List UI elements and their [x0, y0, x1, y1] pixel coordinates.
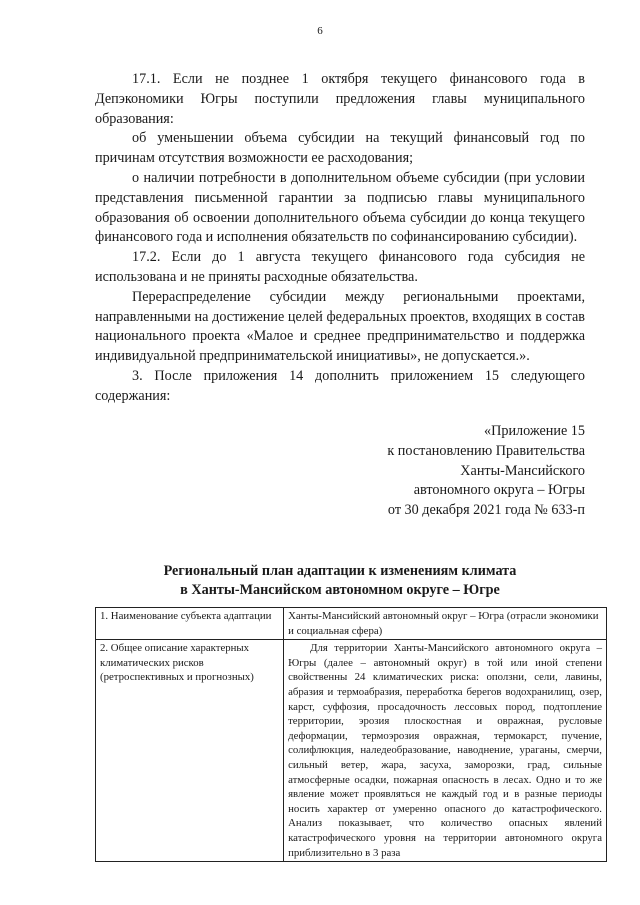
table-cell-value [284, 640, 607, 862]
appendix-line: Ханты-Мансийского [460, 462, 585, 479]
paragraph-17-2: 17.2. Если до 1 августа текущего финансового года субсидия не использована и не приняты расходные обязательства. [95, 249, 585, 285]
appendix-line: к постановлению Правительства [387, 442, 585, 459]
row-label: 1. Наименование субъекта адаптации [100, 610, 272, 622]
table-row [96, 608, 607, 640]
appendix-heading [325, 422, 585, 521]
paragraph-redistribution: Перераспределение субсидии между региональными проектами, направленными на достижение целей федеральных проектов, входящих в состав национального проекта «Малое и среднее предпринимательство и поддержка индивидуальной предпринимательской инициативы», не допускается.». [95, 288, 585, 365]
paragraph-17-1: 17.1. Если не позднее 1 октября текущего финансового года в Депэкономики Югры поступили предложения главы муниципального образования: [95, 71, 585, 127]
adaptation-plan-table [95, 607, 607, 862]
appendix-line: автономного округа – Югры [413, 482, 585, 499]
row-value: Ханты-Мансийский автономный округ – Югра (отрасли экономики и социальная сфера) [288, 610, 599, 637]
paragraph-additional-subsidy: о наличии потребности в дополнительном объеме субсидии (при условии представления письменной гарантии за подписью главы муниципального образования об освоении дополнительного объема субсидии до конца текущего финансового года и исполнения обязательств по софинансированию субсидии). [95, 169, 585, 246]
row-label: 2. Общее описание характерных климатических рисков (ретроспективных и прогнозных) [100, 642, 254, 684]
table-cell-value [284, 608, 607, 640]
table-row [96, 640, 607, 862]
title-line: Региональный план адаптации к изменениям климата [163, 563, 517, 579]
paragraph-reduce-subsidy: об уменьшении объема субсидии на текущий финансовый год по причинам отсутствия возможности ее расходования; [95, 130, 585, 167]
document-title [95, 562, 585, 600]
table-cell-label [96, 608, 284, 640]
body-text [95, 70, 585, 407]
page-number: 6 [317, 25, 323, 37]
paragraph-3: 3. После приложения 14 дополнить приложением 15 следующего содержания: [95, 367, 585, 404]
row-value: Для территории Ханты-Мансийского автономного округа – Югры (далее – автономный округ) в той или иной степени свойственны 24 климатических риска: оползни, сели, лавины, абразия и термоабразия, переработка берегов водохранилищ, озер, карст, суффозия, просадочность лессовых пород, подтопление территории, эрозия плоскостная и овражная, русловые деформации, термоэрозия овражная, термокарст, пучение, солифлюкция, наледеобразование, наводнение, ураганы, смерчи, сильный ветер, жара, засуха, заморозки, град, сильные атмосферные осадки, пожарная опасность в лесах. Одно и то же явление может проявляться не каждый год и в разные периоды носить характер от умеренно опасного до катастрофического. Анализ показывает, что количество опасных явлений катастрофического уровня на территории автономного округа приблизительно в 3 раза [288, 642, 602, 859]
appendix-line: «Приложение 15 [484, 423, 585, 439]
table-cell-label [96, 640, 284, 862]
appendix-line: от 30 декабря 2021 года № 633-п [387, 502, 585, 519]
title-line: в Ханты-Мансийском автономном округе – Югре [180, 582, 500, 598]
